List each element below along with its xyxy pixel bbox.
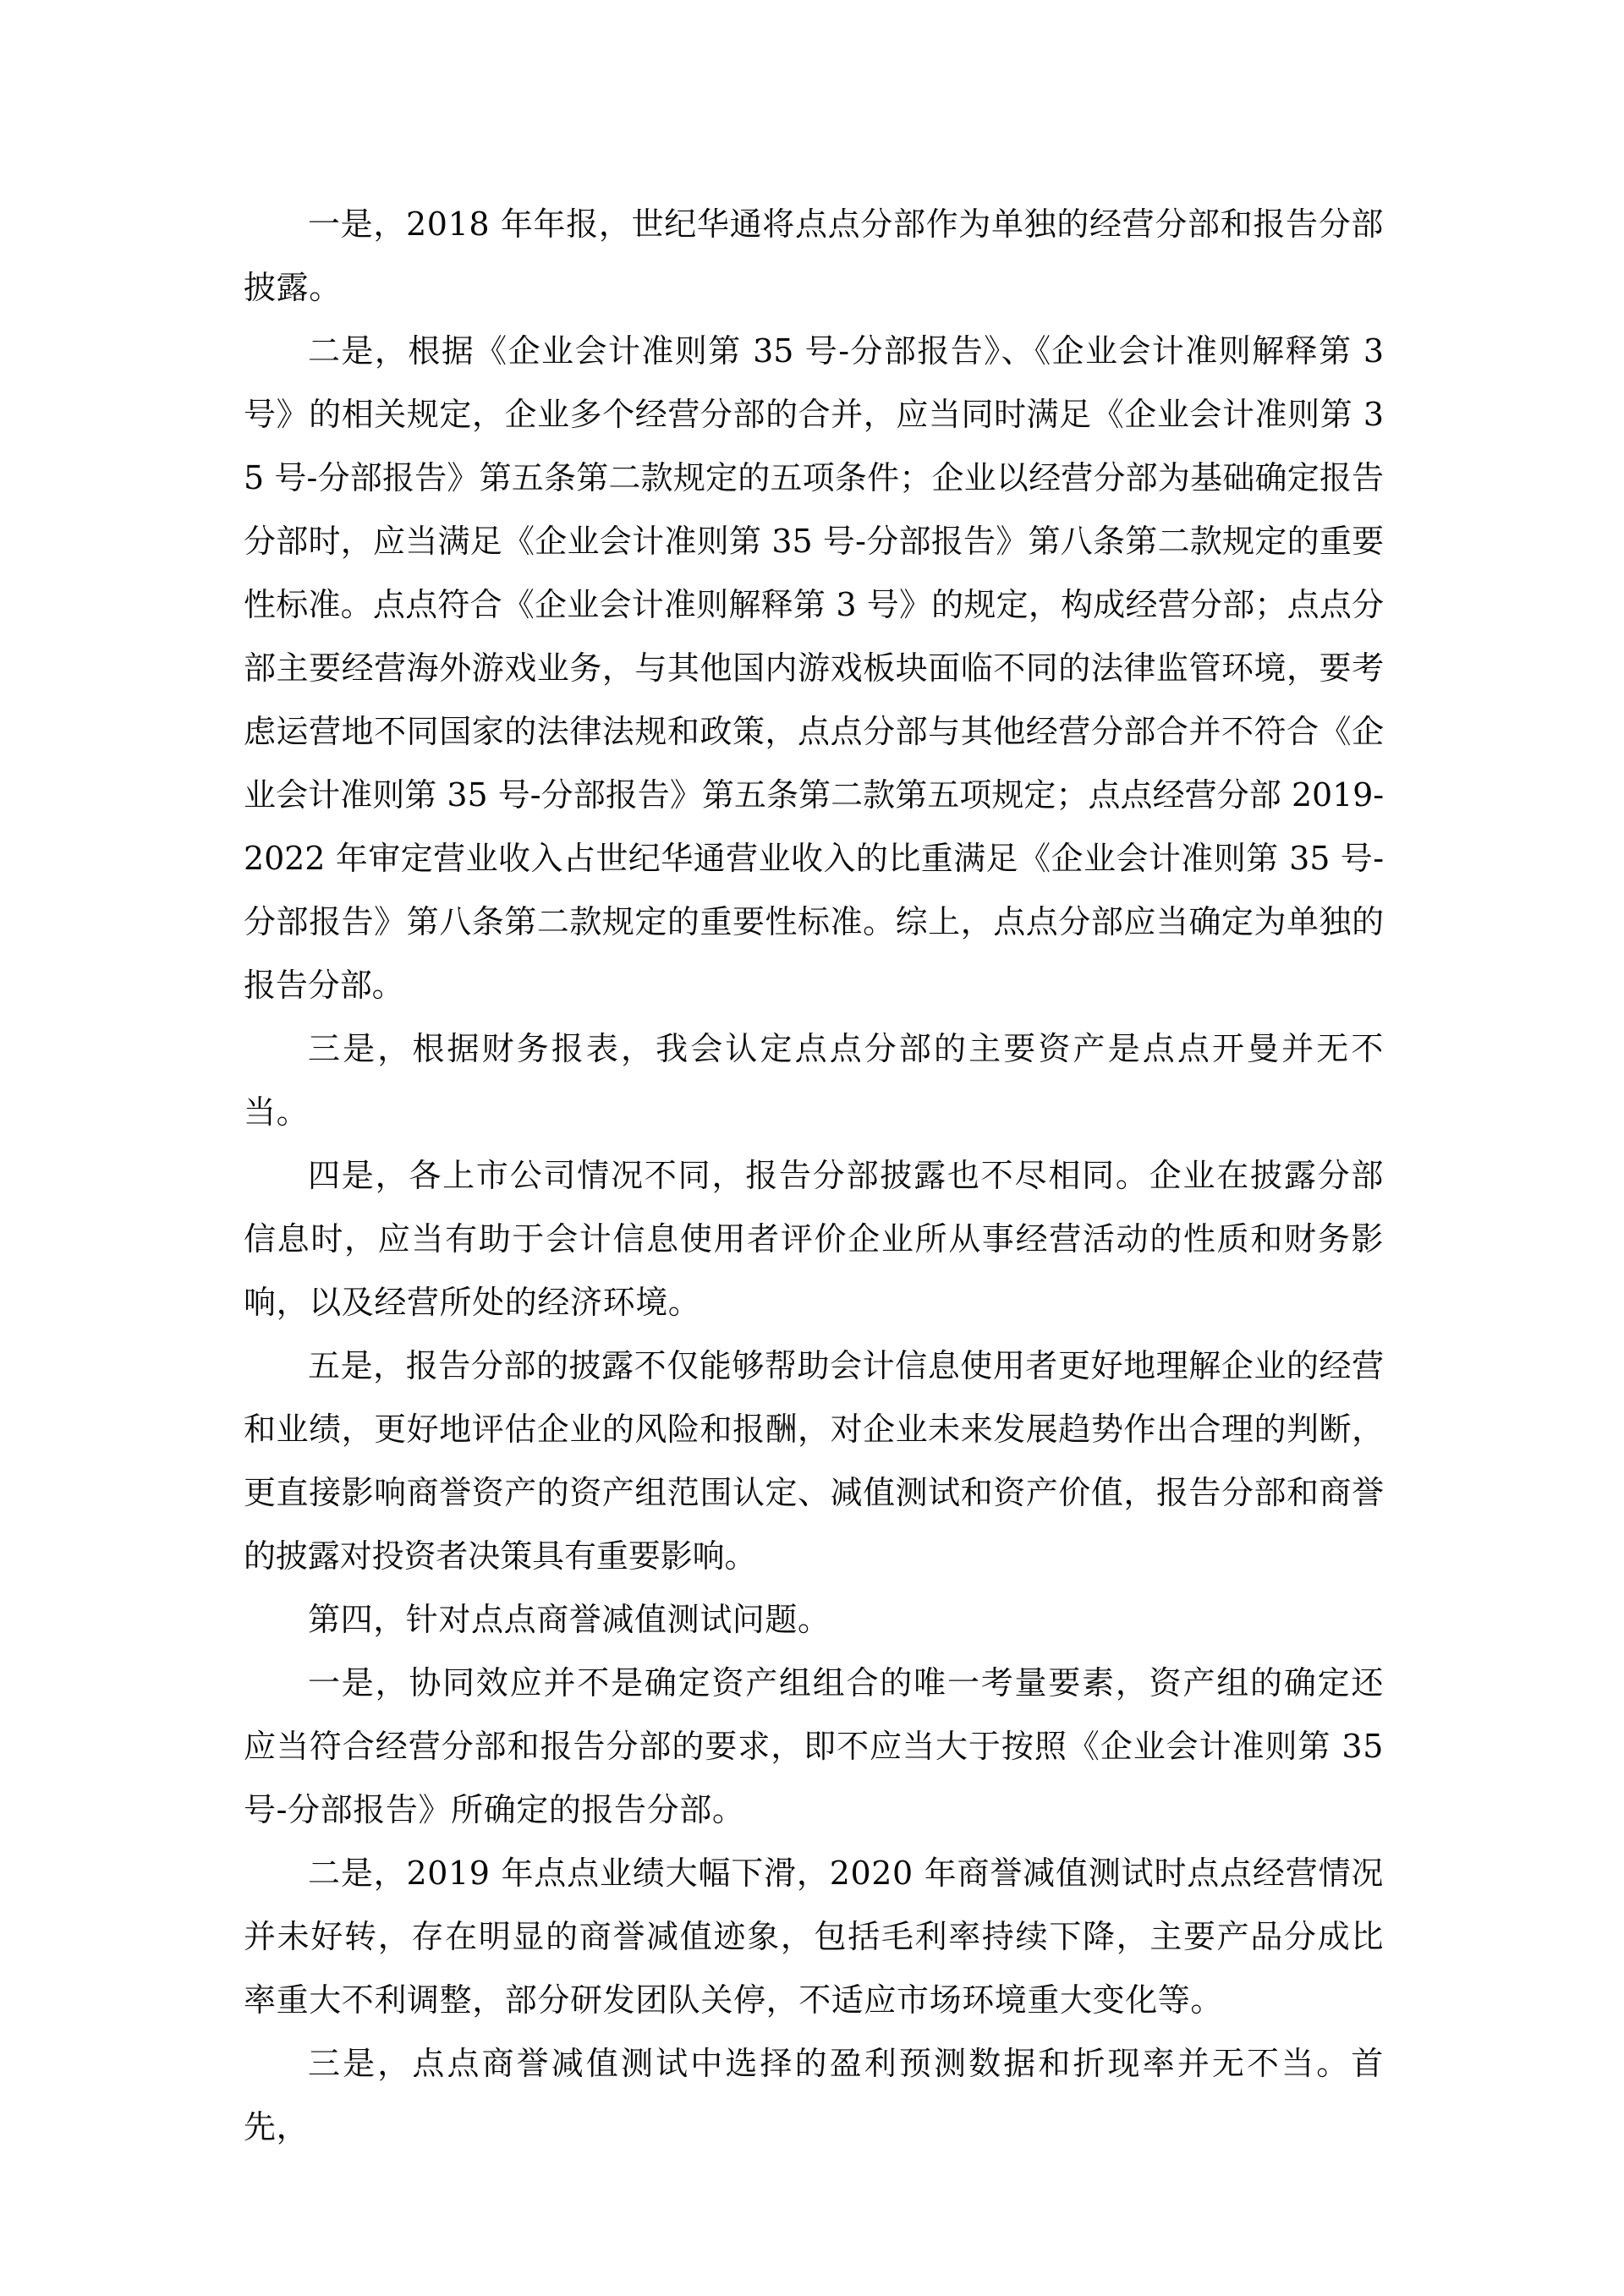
paragraph-1: 一是，2018 年年报，世纪华通将点点分部作为单独的经营分部和报告分部披露。: [244, 205, 1384, 306]
paragraph-4: 四是，各上市公司情况不同，报告分部披露也不尽相同。企业在披露分部信息时，应当有助于会计信息使用者评价企业所从事经营活动的性质和财务影响，以及经营所处的经济环境。: [244, 1157, 1384, 1321]
paragraph-8: 二是，2019 年点点业绩大幅下滑，2020 年商誉减值测试时点点经营情况并未好转，存在明显的商誉减值迹象，包括毛利率持续下降，主要产品分成比率重大不利调整，部分研发团队关停，不适应市场环境重大变化等。: [244, 1855, 1384, 2019]
paragraph-9: 三是，点点商誉减值测试中选择的盈利预测数据和折现率并无不当。首先，: [244, 2045, 1384, 2145]
paragraph-6-heading: 第四，针对点点商誉减值测试问题。: [308, 1601, 831, 1638]
paragraph-3: 三是，根据财务报表，我会认定点点分部的主要资产是点点开曼并无不当。: [244, 1030, 1384, 1131]
paragraph-2: 二是，根据《企业会计准则第 35 号-分部报告》、《企业会计准则解释第 3 号》的相关规定，企业多个经营分部的合并，应当同时满足《企业会计准则第 35 号-分部报告》第五条第二款规定的五项条件；企业以经营分部为基础确定报告分部时，应当满足《企业会计准则第 35 号-分部报告》第八条第二款规定的重要性标准。点点符合《企业会计准则解释第 3 号》的规定，构成经营分部；点点分部主要经营海外游戏业务，与其他国内游戏板块面临不同的法律监管环境，要考虑运营地不同国家的法律法规和政策，点点分部与其他经营分部合并不符合《企业会计准则第 35 号-分部报告》第五条第二款第五项规定；点点经营分部 2019-2022 年审定营业收入占世纪华通营业收入的比重满足《企业会计准则第 35 号-分部报告》第八条第二款规定的重要性标准。综上，点点分部应当确定为单独的报告分部。: [244, 332, 1384, 1004]
paragraph-7: 一是，协同效应并不是确定资产组组合的唯一考量要素，资产组的确定还应当符合经营分部和报告分部的要求，即不应当大于按照《企业会计准则第 35 号-分部报告》所确定的报告分部。: [244, 1664, 1384, 1828]
document-body: [244, 193, 1384, 2159]
paragraph-5: 五是，报告分部的披露不仅能够帮助会计信息使用者更好地理解企业的经营和业绩，更好地评估企业的风险和报酬，对企业未来发展趋势作出合理的判断，更直接影响商誉资产的资产组范围认定、减值测试和资产价值，报告分部和商誉的披露对投资者决策具有重要影响。: [244, 1347, 1384, 1575]
